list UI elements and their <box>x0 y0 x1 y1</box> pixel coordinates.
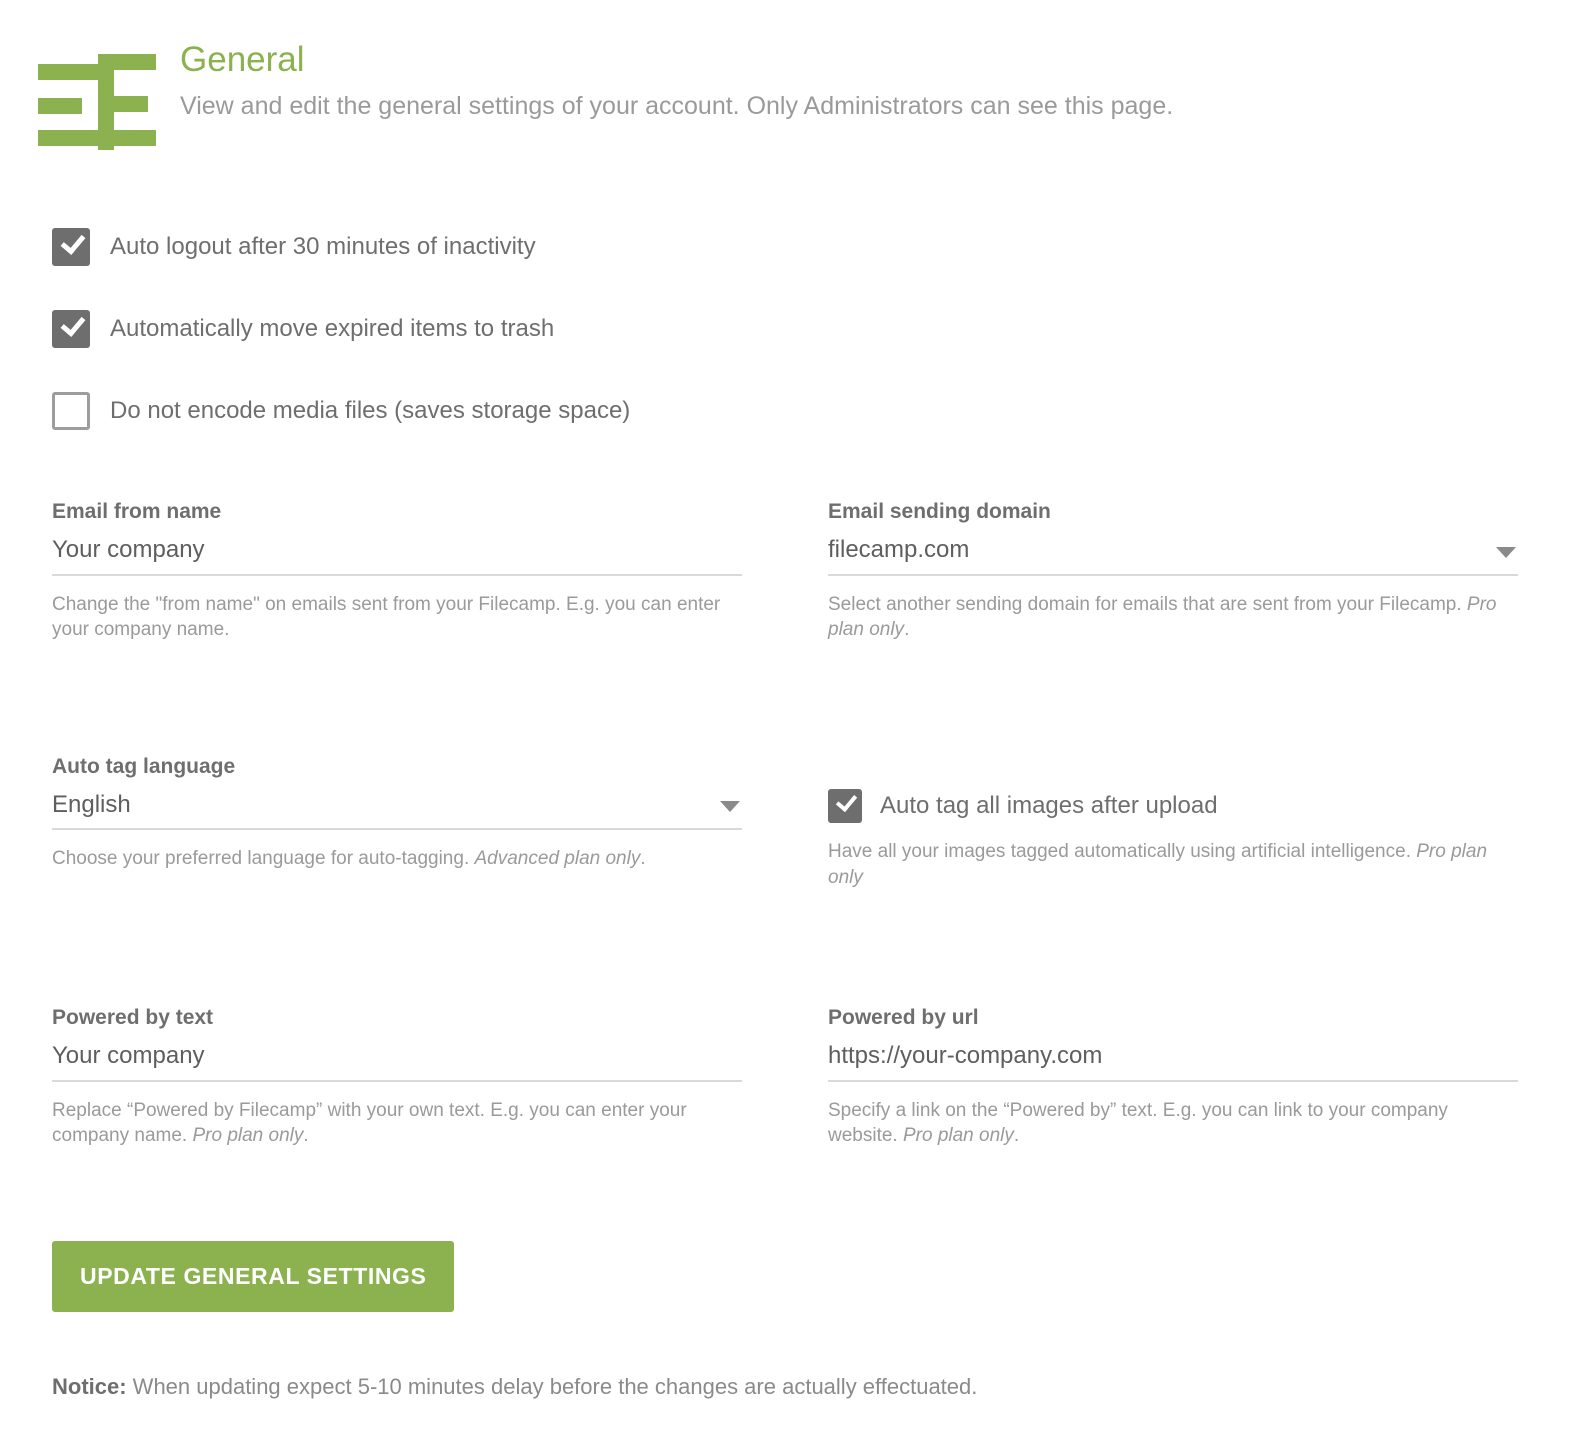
field-label-powered-by-url: Powered by url <box>828 1006 979 1030</box>
page-title: General <box>180 40 305 79</box>
email-sending-domain-select[interactable] <box>828 536 1518 576</box>
header-text <box>156 30 1173 121</box>
checkbox-row-move-expired[interactable] <box>52 310 1590 348</box>
field-row-powered-by <box>52 1006 1520 1149</box>
help-text-emphasis: Pro plan only <box>192 1125 304 1147</box>
auto-tag-language-value: English <box>52 790 131 818</box>
field-powered-by-text <box>52 1006 742 1149</box>
field-email-sending-domain <box>828 500 1518 643</box>
help-text-main: Specify a link on the “Powered by” text. E.g. you can link to your company website. <box>828 1099 1448 1147</box>
settings-fields <box>0 500 1590 1149</box>
field-input-wrap-powered-by-url[interactable] <box>828 1042 1518 1082</box>
field-help-email-from-name: Change the "from name" on emails sent from your Filecamp. E.g. you can enter your company name. <box>52 593 721 641</box>
page-footer <box>0 1241 1590 1400</box>
help-text-emphasis: Advanced plan only <box>474 848 641 870</box>
checkbox-no-encode[interactable] <box>52 392 90 430</box>
checkbox-row-no-encode[interactable] <box>52 392 1590 430</box>
email-from-name-input[interactable] <box>52 536 742 564</box>
checkbox-auto-logout[interactable] <box>52 228 90 266</box>
chevron-down-icon[interactable] <box>720 801 740 812</box>
checkbox-row-auto-logout[interactable] <box>52 228 1590 266</box>
update-general-settings-button[interactable]: UPDATE GENERAL SETTINGS <box>52 1241 454 1312</box>
powered-by-text-input[interactable] <box>52 1042 742 1070</box>
checkbox-auto-tag-images[interactable] <box>828 789 862 823</box>
page-header <box>0 0 1590 146</box>
field-powered-by-url <box>828 1006 1518 1149</box>
help-text-tail: . <box>1013 1125 1020 1147</box>
field-row-auto-tag <box>52 755 1520 890</box>
checkbox-row-auto-tag-images[interactable] <box>828 789 1518 823</box>
help-text-emphasis: Pro plan only <box>902 1125 1014 1147</box>
notice-text <box>52 1374 1590 1400</box>
help-text-main: Select another sending domain for emails that are sent from your Filecamp. <box>828 593 1467 615</box>
chevron-down-icon[interactable] <box>1496 547 1516 558</box>
field-label-email-from-name: Email from name <box>52 500 222 523</box>
settings-checkbox-list <box>0 228 1590 430</box>
field-input-wrap-email-from-name[interactable] <box>52 536 742 576</box>
auto-tag-language-select[interactable] <box>52 791 742 831</box>
help-text-tail: . <box>303 1125 309 1147</box>
email-sending-domain-value: filecamp.com <box>828 536 970 563</box>
checkbox-label-auto-tag-images: Auto tag all images after upload <box>880 791 1218 819</box>
help-text-main: Have all your images tagged automatically using artificial intelligence. <box>828 840 1417 862</box>
field-label-email-sending-domain: Email sending domain <box>828 500 1051 523</box>
field-help-email-sending-domain <box>828 592 1518 643</box>
notice-label: Notice: <box>52 1374 127 1400</box>
notice-body: When updating expect 5-10 minutes delay before the changes are actually effectuated. <box>126 1374 978 1400</box>
checkbox-label-no-encode: Do not encode media files (saves storage space) <box>110 397 631 424</box>
field-help-auto-tag-language <box>52 846 742 872</box>
field-email-from-name <box>52 500 742 643</box>
help-text-tail: . <box>904 619 910 641</box>
help-text-tail: . <box>640 848 646 870</box>
checkbox-label-move-expired: Automatically move expired items to trash <box>110 315 555 342</box>
field-row-email <box>52 500 1520 643</box>
help-text-main: Replace “Powered by Filecamp” with your own text. E.g. you can enter your company name. <box>52 1099 687 1147</box>
help-text-emphasis: Pro plan only <box>828 593 1497 641</box>
page-subtitle: View and edit the general settings of your account. Only Administrators can see this page. <box>180 92 1174 120</box>
field-input-wrap-powered-by-text[interactable] <box>52 1042 742 1082</box>
field-help-powered-by-url <box>828 1098 1518 1149</box>
checkbox-move-expired[interactable] <box>52 310 90 348</box>
field-label-powered-by-text: Powered by text <box>52 1006 214 1030</box>
field-help-auto-tag-images <box>828 839 1518 890</box>
checkbox-label-auto-logout: Auto logout after 30 minutes of inactivity <box>110 233 536 260</box>
sliders-icon <box>38 34 156 146</box>
field-label-auto-tag-language: Auto tag language <box>52 754 236 778</box>
field-auto-tag-images <box>828 755 1518 890</box>
help-text-main: Choose your preferred language for auto-tagging. <box>52 848 475 870</box>
powered-by-url-input[interactable] <box>828 1042 1518 1070</box>
field-help-powered-by-text <box>52 1098 742 1149</box>
help-text-emphasis: Pro plan only <box>828 840 1488 888</box>
field-auto-tag-language <box>52 755 742 890</box>
